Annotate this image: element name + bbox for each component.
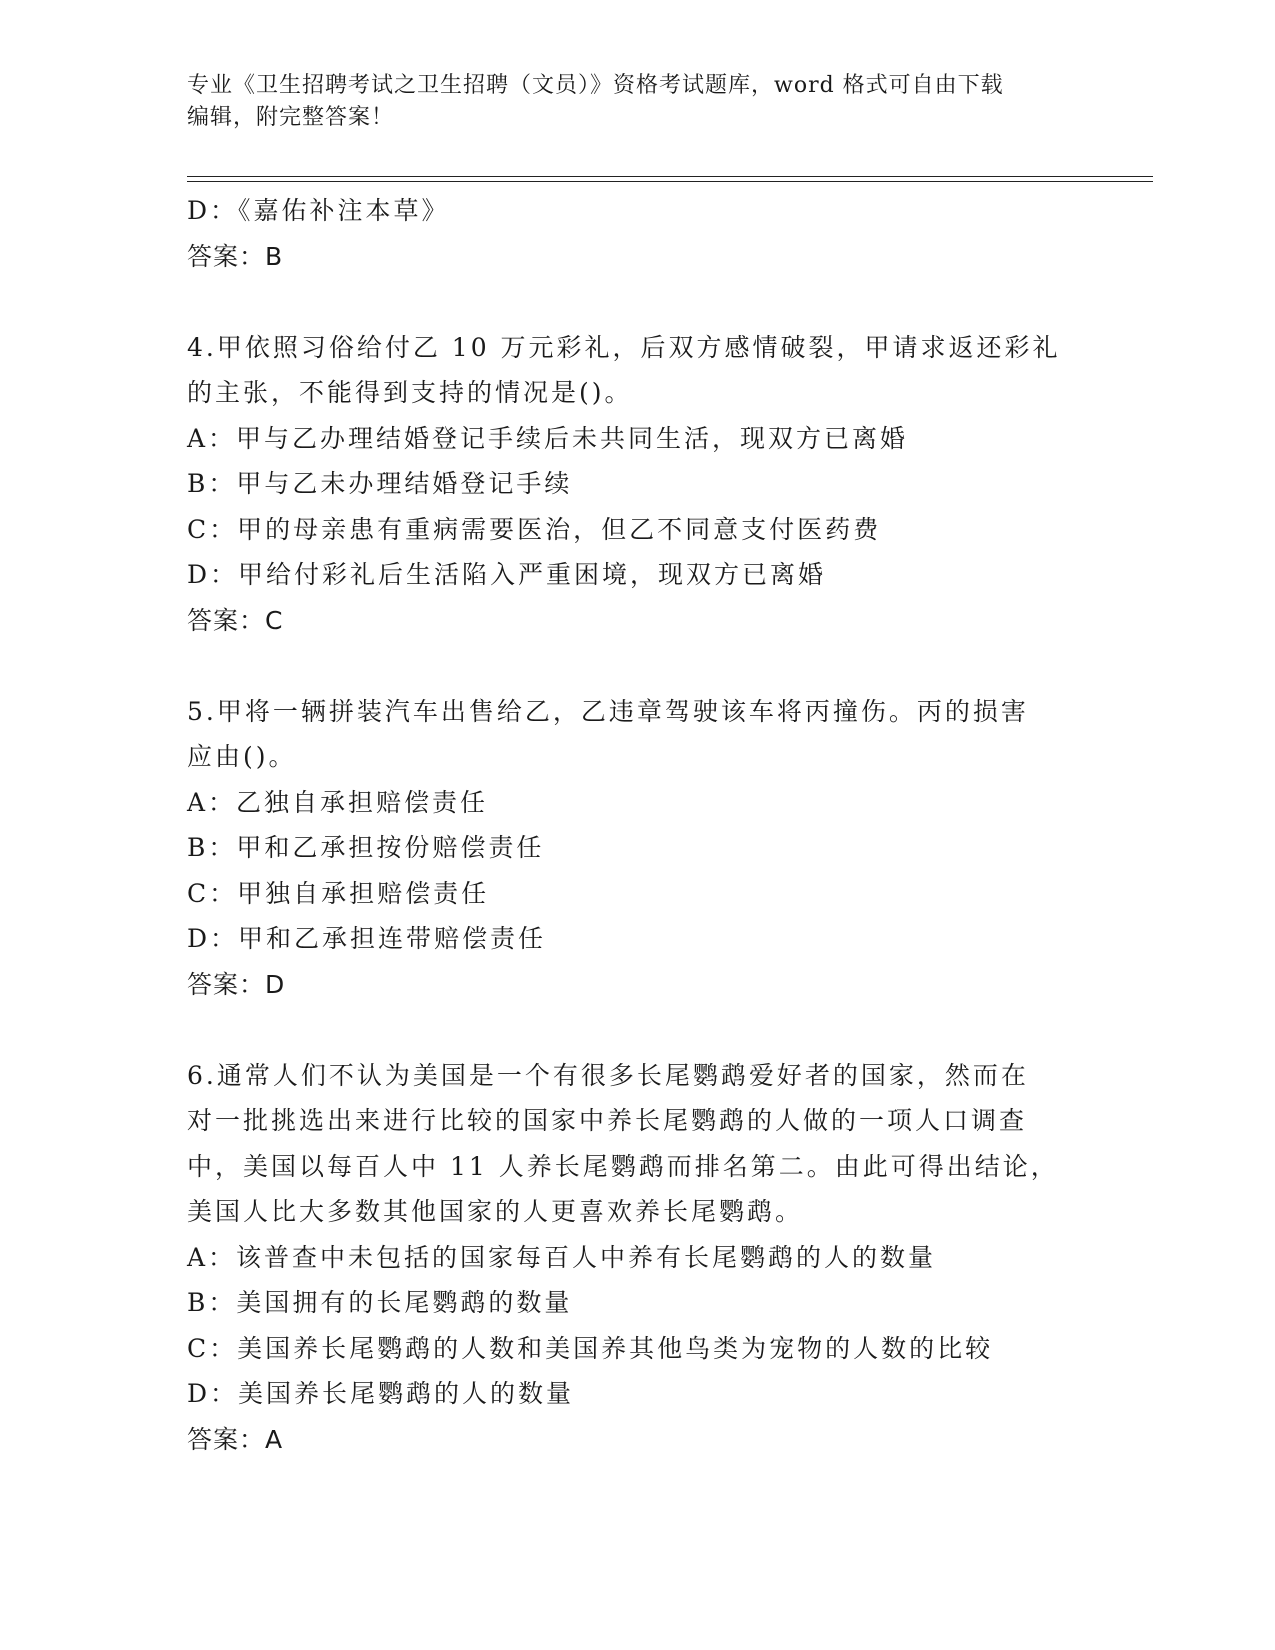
option-a: A：乙独自承担赔偿责任: [187, 787, 489, 817]
option-d: D：甲给付彩礼后生活陷入严重困境，现双方已离婚: [187, 560, 827, 589]
option-a: A：该普查中未包括的国家每百人中养有长尾鹦鹉的人的数量: [187, 1242, 937, 1272]
spacer: [187, 1007, 1087, 1053]
header-rule-bottom: [187, 181, 1153, 182]
option-d: D：甲和乙承担连带赔偿责任: [187, 924, 547, 953]
question-stem-line: 对一批挑选出来进行比较的国家中养长尾鹦鹉的人做的一项人口调查: [187, 1106, 1028, 1135]
header-rule-top: [187, 176, 1153, 177]
option-c: C：美国养长尾鹦鹉的人数和美国养其他鸟类为宠物的人数的比较: [187, 1333, 994, 1363]
question-6: [187, 1053, 1087, 1463]
header-line-2: 编辑，附完整答案！: [187, 105, 395, 130]
question-stem-line: 美国人比大多数其他国家的人更喜欢养长尾鹦鹉。: [187, 1197, 804, 1226]
question-stem-line: 4.甲依照习俗给付乙 10 万元彩礼，后双方感情破裂，甲请求返还彩礼: [187, 332, 1061, 362]
question-stem-line: 5.甲将一辆拼装汽车出售给乙，乙违章驾驶该车将丙撞伤。丙的损害: [187, 696, 1029, 726]
page-header: [187, 70, 1087, 134]
option-b: B：美国拥有的长尾鹦鹉的数量: [187, 1288, 573, 1317]
question-stem-line: 中，美国以每百人中 11 人养长尾鹦鹉而排名第二。由此可得出结论，: [187, 1151, 1059, 1181]
carryover-question: [187, 188, 1087, 279]
option-b: B：甲和乙承担按份赔偿责任: [187, 833, 545, 862]
question-4: [187, 325, 1087, 644]
answer-line: 答案：B: [187, 241, 284, 271]
spacer: [187, 643, 1087, 689]
spacer: [187, 279, 1087, 325]
question-stem-line: 应由()。: [187, 742, 297, 771]
question-stem-line: 6.通常人们不认为美国是一个有很多长尾鹦鹉爱好者的国家，然而在: [187, 1060, 1029, 1090]
option-a: A：甲与乙办理结婚登记手续后未共同生活，现双方已离婚: [187, 423, 909, 453]
answer-line: 答案：A: [187, 1424, 284, 1454]
document-body: [187, 188, 1087, 1462]
question-stem-line: 的主张，不能得到支持的情况是()。: [187, 378, 633, 407]
question-5: [187, 689, 1087, 1008]
answer-line: 答案：C: [187, 605, 284, 635]
answer-line: 答案：D: [187, 969, 286, 999]
option-c: C：甲的母亲患有重病需要医治，但乙不同意支付医药费: [187, 514, 882, 544]
option-d: D：《嘉佑补注本草》: [187, 196, 450, 225]
option-d: D：美国养长尾鹦鹉的人的数量: [187, 1379, 575, 1408]
header-line-1: 专业《卫生招聘考试之卫生招聘（文员）》资格考试题库，word 格式可自由下载: [187, 73, 1004, 98]
option-c: C：甲独自承担赔偿责任: [187, 878, 490, 908]
option-b: B：甲与乙未办理结婚登记手续: [187, 469, 573, 498]
